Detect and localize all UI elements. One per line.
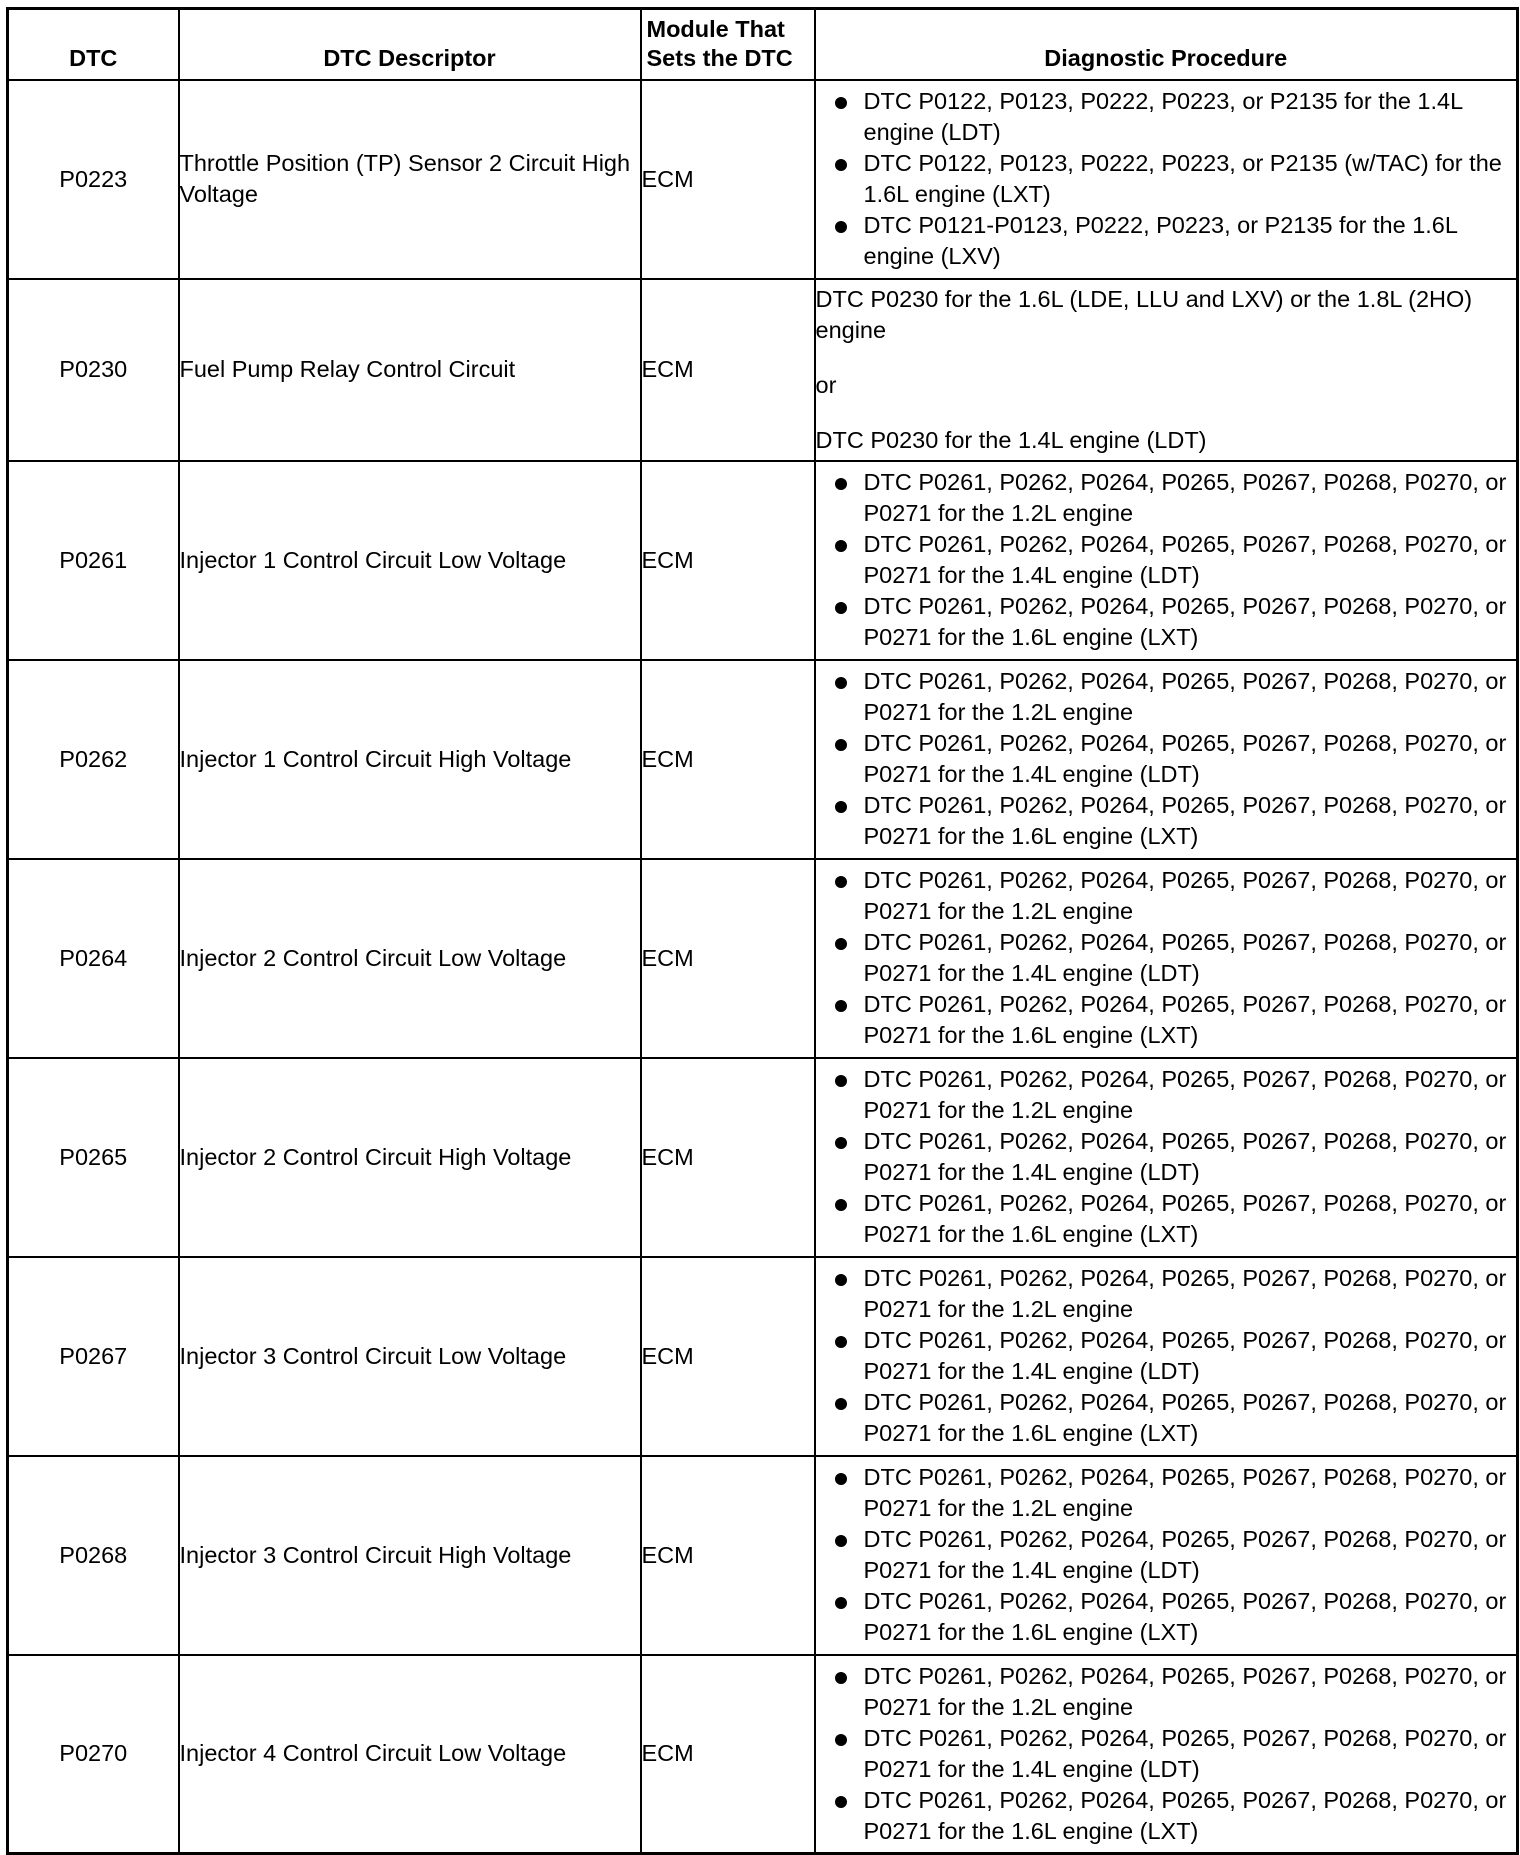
dtc-descriptor: Injector 3 Control Circuit Low Voltage bbox=[179, 1257, 641, 1456]
dtc-code: P0267 bbox=[8, 1257, 179, 1456]
dtc-descriptor: Injector 1 Control Circuit Low Voltage bbox=[179, 461, 641, 660]
procedure-link[interactable]: DTC P0261, P0262, P0264, P0265, P0267, P0268, P0270, or P0271 for the 1.2L engine bbox=[816, 1263, 1517, 1325]
dtc-descriptor: Injector 1 Control Circuit High Voltage bbox=[179, 660, 641, 859]
procedure-link[interactable]: DTC P0261, P0262, P0264, P0265, P0267, P0268, P0270, or P0271 for the 1.4L engine (LDT) bbox=[816, 728, 1517, 790]
dtc-code: P0262 bbox=[8, 660, 179, 859]
header-procedure: Diagnostic Procedure bbox=[815, 9, 1518, 80]
dtc-code: P0270 bbox=[8, 1655, 179, 1854]
diagnostic-procedure bbox=[815, 80, 1518, 279]
table-row bbox=[8, 660, 1518, 859]
procedure-link[interactable]: DTC P0261, P0262, P0264, P0265, P0267, P0268, P0270, or P0271 for the 1.4L engine (LDT) bbox=[816, 1723, 1517, 1785]
procedure-link[interactable]: DTC P0261, P0262, P0264, P0265, P0267, P0268, P0270, or P0271 for the 1.2L engine bbox=[816, 1064, 1517, 1126]
diagnostic-procedure bbox=[815, 660, 1518, 859]
procedure-or: or bbox=[815, 371, 837, 398]
dtc-descriptor: Injector 2 Control Circuit Low Voltage bbox=[179, 859, 641, 1058]
procedure-link[interactable]: DTC P0261, P0262, P0264, P0265, P0267, P0268, P0270, or P0271 for the 1.2L engine bbox=[816, 865, 1517, 927]
dtc-descriptor: Fuel Pump Relay Control Circuit bbox=[179, 279, 641, 461]
procedure-link[interactable]: DTC P0261, P0262, P0264, P0265, P0267, P0268, P0270, or P0271 for the 1.6L engine (LXT) bbox=[816, 591, 1517, 653]
dtc-code: P0261 bbox=[8, 461, 179, 660]
procedure-link[interactable]: DTC P0261, P0262, P0264, P0265, P0267, P0268, P0270, or P0271 for the 1.2L engine bbox=[816, 467, 1517, 529]
dtc-table bbox=[6, 7, 1519, 1855]
table-row bbox=[8, 859, 1518, 1058]
procedure-link[interactable]: DTC P0261, P0262, P0264, P0265, P0267, P0268, P0270, or P0271 for the 1.2L engine bbox=[816, 666, 1517, 728]
diagnostic-procedure bbox=[815, 279, 1518, 461]
module: ECM bbox=[641, 1058, 815, 1257]
table-row bbox=[8, 1058, 1518, 1257]
module: ECM bbox=[641, 1456, 815, 1655]
header-module bbox=[641, 9, 815, 80]
procedure-link[interactable]: DTC P0230 for the 1.4L engine (LDT) bbox=[815, 426, 1207, 453]
diagnostic-procedure bbox=[815, 461, 1518, 660]
header-descriptor: DTC Descriptor bbox=[179, 9, 641, 80]
table-row bbox=[8, 80, 1518, 279]
module: ECM bbox=[641, 80, 815, 279]
module: ECM bbox=[641, 859, 815, 1058]
procedure-link[interactable]: DTC P0261, P0262, P0264, P0265, P0267, P0268, P0270, or P0271 for the 1.4L engine (LDT) bbox=[816, 1325, 1517, 1387]
procedure-link[interactable]: DTC P0261, P0262, P0264, P0265, P0267, P0268, P0270, or P0271 for the 1.6L engine (LXT) bbox=[816, 1586, 1517, 1648]
dtc-descriptor: Injector 4 Control Circuit Low Voltage bbox=[179, 1655, 641, 1854]
procedure-link[interactable]: DTC P0122, P0123, P0222, P0223, or P2135 for the 1.4L engine (LDT) bbox=[816, 86, 1517, 148]
module: ECM bbox=[641, 279, 815, 461]
diagnostic-procedure bbox=[815, 1058, 1518, 1257]
header-module-line2: Sets the DTC bbox=[646, 45, 793, 72]
procedure-link[interactable]: DTC P0261, P0262, P0264, P0265, P0267, P0268, P0270, or P0271 for the 1.6L engine (LXT) bbox=[816, 989, 1517, 1051]
procedure-link[interactable]: DTC P0261, P0262, P0264, P0265, P0267, P0268, P0270, or P0271 for the 1.4L engine (LDT) bbox=[816, 1126, 1517, 1188]
dtc-descriptor: Throttle Position (TP) Sensor 2 Circuit High Voltage bbox=[179, 80, 641, 279]
procedure-link[interactable]: DTC P0121-P0123, P0222, P0223, or P2135 for the 1.6L engine (LXV) bbox=[816, 210, 1517, 272]
header-row bbox=[8, 9, 1518, 80]
table-row bbox=[8, 279, 1518, 461]
table-row bbox=[8, 1655, 1518, 1854]
dtc-code: P0268 bbox=[8, 1456, 179, 1655]
diagnostic-procedure bbox=[815, 859, 1518, 1058]
dtc-code: P0230 bbox=[8, 279, 179, 461]
table-row bbox=[8, 1456, 1518, 1655]
procedure-link[interactable]: DTC P0261, P0262, P0264, P0265, P0267, P0268, P0270, or P0271 for the 1.2L engine bbox=[816, 1661, 1517, 1723]
table-row bbox=[8, 1257, 1518, 1456]
procedure-link[interactable]: DTC P0261, P0262, P0264, P0265, P0267, P0268, P0270, or P0271 for the 1.4L engine (LDT) bbox=[816, 1524, 1517, 1586]
table-row bbox=[8, 461, 1518, 660]
procedure-link[interactable]: DTC P0261, P0262, P0264, P0265, P0267, P0268, P0270, or P0271 for the 1.4L engine (LDT) bbox=[816, 529, 1517, 591]
module: ECM bbox=[641, 1655, 815, 1854]
procedure-link[interactable]: DTC P0261, P0262, P0264, P0265, P0267, P0268, P0270, or P0271 for the 1.2L engine bbox=[816, 1462, 1517, 1524]
dtc-descriptor: Injector 2 Control Circuit High Voltage bbox=[179, 1058, 641, 1257]
dtc-code: P0264 bbox=[8, 859, 179, 1058]
module: ECM bbox=[641, 660, 815, 859]
dtc-code: P0265 bbox=[8, 1058, 179, 1257]
procedure-link[interactable]: DTC P0261, P0262, P0264, P0265, P0267, P0268, P0270, or P0271 for the 1.6L engine (LXT) bbox=[816, 1785, 1517, 1847]
procedure-link[interactable]: DTC P0122, P0123, P0222, P0223, or P2135 (w/TAC) for the 1.6L engine (LXT) bbox=[816, 148, 1517, 210]
procedure-link[interactable]: DTC P0230 for the 1.6L (LDE, LLU and LXV) or the 1.8L (2HO) engine bbox=[815, 285, 1473, 343]
procedure-link[interactable]: DTC P0261, P0262, P0264, P0265, P0267, P0268, P0270, or P0271 for the 1.6L engine (LXT) bbox=[816, 1387, 1517, 1449]
diagnostic-procedure bbox=[815, 1257, 1518, 1456]
header-module-line1: Module That bbox=[646, 16, 785, 43]
dtc-descriptor: Injector 3 Control Circuit High Voltage bbox=[179, 1456, 641, 1655]
header-dtc: DTC bbox=[8, 9, 179, 80]
module: ECM bbox=[641, 461, 815, 660]
procedure-link[interactable]: DTC P0261, P0262, P0264, P0265, P0267, P0268, P0270, or P0271 for the 1.4L engine (LDT) bbox=[816, 927, 1517, 989]
procedure-link[interactable]: DTC P0261, P0262, P0264, P0265, P0267, P0268, P0270, or P0271 for the 1.6L engine (LXT) bbox=[816, 1188, 1517, 1250]
procedure-link[interactable]: DTC P0261, P0262, P0264, P0265, P0267, P0268, P0270, or P0271 for the 1.6L engine (LXT) bbox=[816, 790, 1517, 852]
module: ECM bbox=[641, 1257, 815, 1456]
dtc-code: P0223 bbox=[8, 80, 179, 279]
diagnostic-procedure bbox=[815, 1456, 1518, 1655]
diagnostic-procedure bbox=[815, 1655, 1518, 1854]
